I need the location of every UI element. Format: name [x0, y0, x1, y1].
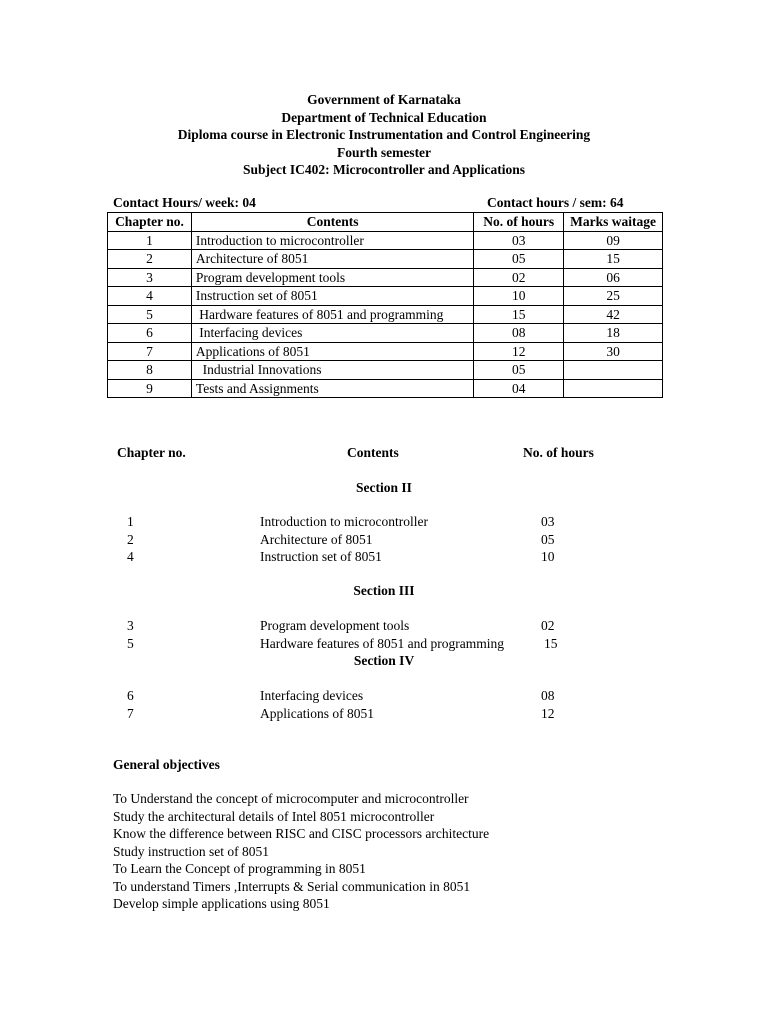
table-row — [108, 379, 663, 398]
cell-content: Introduction to microcontroller — [191, 231, 473, 250]
table-row — [108, 324, 663, 343]
objective-item: Know the difference between RISC and CISC processors architecture — [113, 826, 490, 841]
section-item-content: Applications of 8051 — [260, 705, 374, 721]
cell-marks: 06 — [564, 268, 663, 287]
section-item-chapter: 7 — [127, 705, 134, 721]
cell-content: Tests and Assignments — [191, 379, 473, 398]
cell-hours: 12 — [474, 342, 564, 361]
header-hours: No. of hours — [474, 213, 564, 232]
cell-marks: 42 — [564, 305, 663, 324]
objective-item: Study the architectural details of Intel 8051 microcontroller — [113, 808, 435, 824]
cell-marks: 30 — [564, 342, 663, 361]
cell-hours: 05 — [474, 361, 564, 380]
cell-chapter: 5 — [108, 305, 192, 324]
section-item-content: Instruction set of 8051 — [260, 549, 382, 564]
cell-marks: 18 — [564, 324, 663, 343]
contact-hours-sem: Contact hours / sem: 64 — [487, 195, 624, 210]
section-item-chapter: 6 — [127, 688, 134, 703]
table-row — [108, 305, 663, 324]
cell-content: Interfacing devices — [191, 324, 473, 343]
section-item-content: Hardware features of 8051 and programming — [260, 635, 505, 651]
contact-hours-week: Contact Hours/ week: 04 — [113, 195, 256, 210]
section-item-hours: 12 — [541, 705, 555, 721]
cell-chapter: 3 — [108, 268, 192, 287]
sections-header-chapter: Chapter no. — [117, 445, 186, 460]
section-item-content: Interfacing devices — [260, 688, 364, 703]
section-item-content: Architecture of 8051 — [260, 531, 373, 547]
section-item-hours: 15 — [544, 635, 558, 651]
table-row — [108, 250, 663, 269]
section-item-chapter: 2 — [127, 531, 134, 547]
table-row — [108, 268, 663, 287]
table-row — [108, 361, 663, 380]
cell-marks: 15 — [564, 250, 663, 269]
subject-title: Subject IC402: Microcontroller and Applications — [242, 162, 525, 177]
cell-hours: 03 — [474, 231, 564, 250]
header-contents: Contents — [191, 213, 473, 232]
cell-content: Applications of 8051 — [191, 342, 473, 361]
section-item-chapter: 3 — [127, 618, 134, 633]
section-item-hours: 10 — [541, 549, 555, 564]
department-title: Department of Technical Education — [281, 109, 487, 125]
objective-item: Develop simple applications using 8051 — [113, 896, 330, 911]
general-objectives-list — [113, 790, 489, 913]
cell-content: Instruction set of 8051 — [191, 287, 473, 306]
semester-title: Fourth semester — [336, 144, 432, 160]
cell-chapter: 1 — [108, 231, 192, 250]
objective-item: To Understand the concept of microcomputer and microcontroller — [113, 791, 469, 806]
course-title: Diploma course in Electronic Instrumentation and Control Engineering — [177, 127, 591, 142]
cell-content: Industrial Innovations — [191, 361, 473, 380]
document-header — [0, 91, 768, 179]
cell-marks: 25 — [564, 287, 663, 306]
cell-chapter: 9 — [108, 379, 192, 398]
cell-marks: 09 — [564, 231, 663, 250]
section-item-hours: 08 — [541, 688, 555, 703]
cell-chapter: 7 — [108, 342, 192, 361]
table-header-row — [108, 213, 663, 232]
cell-content: Program development tools — [191, 268, 473, 287]
table-row — [108, 287, 663, 306]
cell-hours: 10 — [474, 287, 564, 306]
section-item-chapter: 5 — [127, 635, 134, 651]
cell-chapter: 6 — [108, 324, 192, 343]
table-row — [108, 342, 663, 361]
cell-marks — [564, 379, 663, 398]
table-row — [108, 231, 663, 250]
section-title: Section II — [356, 480, 412, 495]
header-chapter: Chapter no. — [108, 213, 192, 232]
cell-hours: 05 — [474, 250, 564, 269]
sections-header-hours: No. of hours — [523, 445, 594, 460]
sections-header-contents: Contents — [347, 445, 399, 460]
section-item-hours: 03 — [541, 514, 555, 529]
section-item-content: Introduction to microcontroller — [260, 514, 428, 529]
header-marks: Marks waitage — [564, 213, 663, 232]
cell-hours: 08 — [474, 324, 564, 343]
cell-content: Hardware features of 8051 and programming — [191, 305, 473, 324]
section-item-hours: 02 — [541, 618, 555, 633]
cell-hours: 04 — [474, 379, 564, 398]
cell-chapter: 4 — [108, 287, 192, 306]
section-item-chapter: 1 — [127, 514, 134, 529]
cell-chapter: 8 — [108, 361, 192, 380]
section-item-content: Program development tools — [260, 618, 410, 633]
cell-content: Architecture of 8051 — [191, 250, 473, 269]
general-objectives-title: General objectives — [113, 757, 220, 772]
objective-item: Study instruction set of 8051 — [113, 843, 269, 859]
marks-table — [107, 212, 663, 398]
section-item-hours: 05 — [541, 531, 555, 547]
section-title: Section III — [353, 583, 415, 598]
cell-hours: 02 — [474, 268, 564, 287]
objective-item: To Learn the Concept of programming in 8051 — [113, 861, 366, 876]
section-title: Section IV — [353, 653, 415, 668]
objective-item: To understand Timers ,Interrupts & Serial communication in 8051 — [113, 878, 471, 894]
cell-hours: 15 — [474, 305, 564, 324]
cell-marks — [564, 361, 663, 380]
cell-chapter: 2 — [108, 250, 192, 269]
govt-title: Government of Karnataka — [307, 92, 461, 107]
section-item-chapter: 4 — [127, 549, 134, 564]
